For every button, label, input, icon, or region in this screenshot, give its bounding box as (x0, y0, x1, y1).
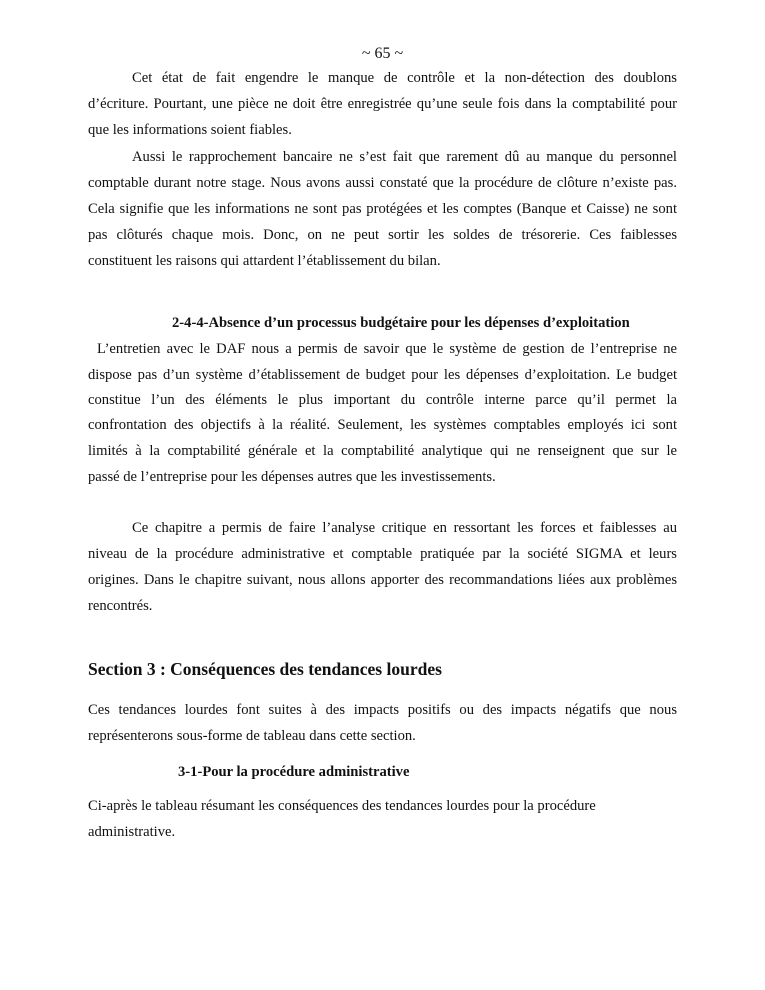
text-line: Aussi le rapprochement bancaire ne s’est fait que rarement dû au manque du personnel (132, 149, 677, 165)
text-line: dispose pas d’un système d’établissement de budget pour les dépenses d’exploitation. Le budget (88, 367, 677, 383)
text-line: limités à la comptabilité générale et la comptabilité analytique qui ne renseignent que sur le (88, 443, 677, 459)
text-line: L’entretien avec le DAF nous a permis de savoir que le système de gestion de l’entreprise ne (97, 341, 677, 357)
text-line: représenterons sous-forme de tableau dans cette section. (88, 728, 416, 744)
text-line: administrative. (88, 824, 176, 840)
section-heading-3: Section 3 : Conséquences des tendances lourdes (88, 659, 442, 679)
text-line: Ci-après le tableau résumant les conséquences des tendances lourdes pour la procédure (88, 798, 596, 814)
text-line: d’écriture. Pourtant, une pièce ne doit être enregistrée qu’une seule fois dans la comptabilité pour (88, 96, 677, 112)
text-line: comptable durant notre stage. Nous avons aussi constaté que la procédure de clôture n’existe pas. (88, 175, 677, 191)
text-line: rencontrés. (88, 598, 153, 614)
subsection-heading-3-1: 3-1-Pour la procédure administrative (178, 764, 410, 780)
text-line: pas clôturés chaque mois. Donc, on ne peut sortir les soldes de trésorerie. Ces faiblesses (88, 227, 677, 243)
text-line: Cela signifie que les informations ne sont pas protégées et les comptes (Banque et Caisse) ne sont (88, 201, 677, 217)
text-line: origines. Dans le chapitre suivant, nous allons apporter des recommandations liées aux problèmes (88, 572, 677, 588)
text-line: constitue l’un des éléments le plus important du contrôle interne parce qu’il permet la (88, 392, 677, 408)
text-line: Cet état de fait engendre le manque de contrôle et la non-détection des doublons (132, 70, 677, 86)
text-line: que les informations soient fiables. (88, 122, 292, 138)
text-line: niveau de la procédure administrative et comptable pratiquée par la société SIGMA et leurs (88, 546, 677, 562)
text-line: confrontation des objectifs à la réalité. Seulement, les systèmes comptables employés ici sont (88, 417, 677, 433)
text-line: Ce chapitre a permis de faire l’analyse critique en ressortant les forces et faiblesses au (132, 520, 677, 536)
text-line: constituent les raisons qui attardent l’établissement du bilan. (88, 253, 441, 269)
text-line: passé de l’entreprise pour les dépenses autres que les investissements. (88, 469, 496, 485)
text-line: Ces tendances lourdes font suites à des impacts positifs ou des impacts négatifs que nous (88, 702, 677, 718)
page-number: ~ 65 ~ (361, 45, 404, 62)
subsection-heading-2-4-4: 2-4-4-Absence d’un processus budgétaire pour les dépenses d’exploitation (172, 315, 630, 331)
